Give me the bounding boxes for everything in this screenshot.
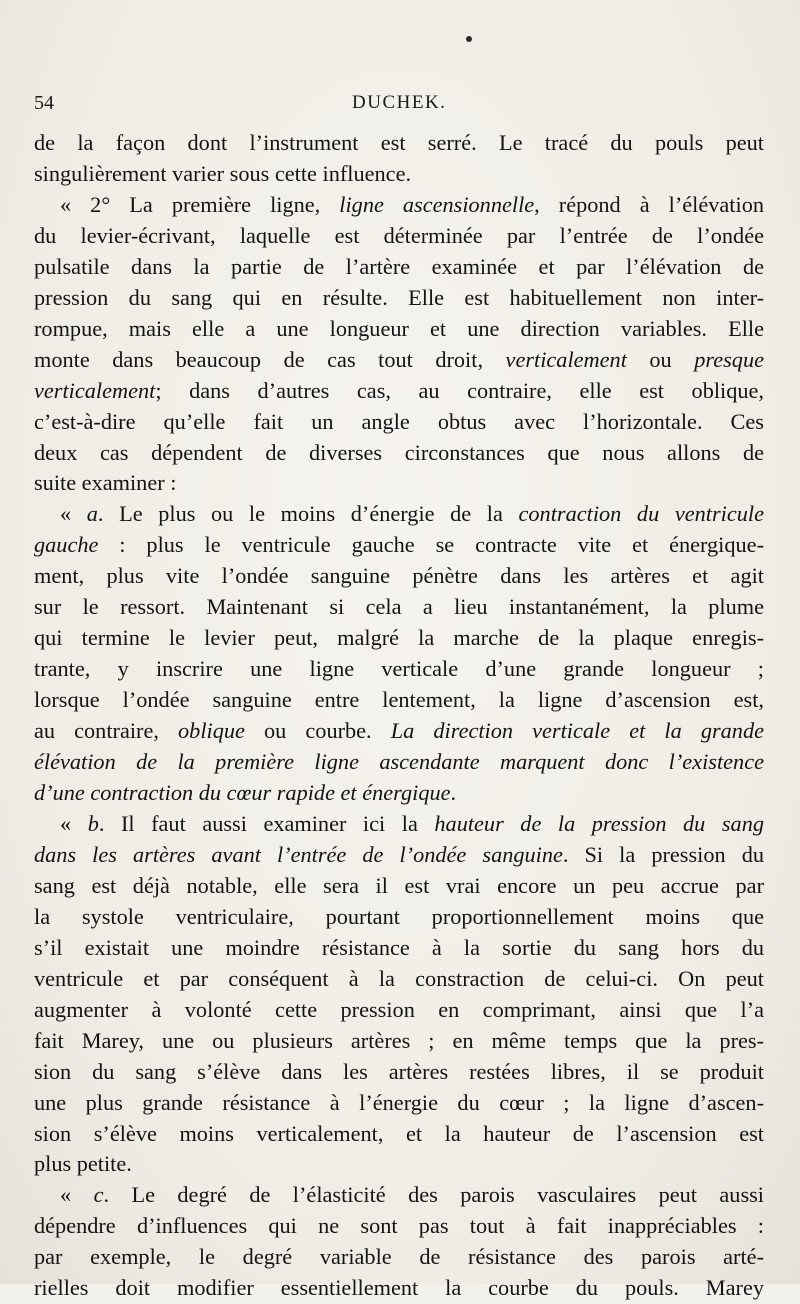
- italic-text-segment: presque: [694, 346, 764, 372]
- text-line: [34, 623, 764, 654]
- text-line: [34, 964, 764, 995]
- text-segment: c’est-à-dire qu’elle fait un angle obtus avec l’horizontale. Ces: [34, 408, 764, 434]
- text-line: [34, 592, 764, 623]
- text-segment: ; dans d’autres cas, au contraire, elle est oblique,: [155, 377, 764, 403]
- text-segment: singulièrement varier sous cette influence.: [34, 160, 412, 186]
- text-segment: «: [60, 1182, 94, 1208]
- text-segment: pression du sang qui en résulte. Elle est habituellement non inter-: [34, 284, 764, 310]
- text-line: [34, 314, 764, 345]
- text-line: [34, 840, 764, 871]
- text-segment: monte dans beaucoup de cas tout droit,: [34, 346, 506, 372]
- text-segment: de la façon dont l’instrument est serré. Le tracé du pouls peut: [34, 130, 764, 155]
- text-line: [34, 1273, 764, 1304]
- text-line: [34, 871, 764, 902]
- text-line: [34, 221, 764, 252]
- text-line: [34, 902, 764, 933]
- text-segment: augmenter à volonté cette pression en comprimant, ainsi que l’a: [34, 996, 764, 1022]
- text-line: [34, 1119, 764, 1150]
- italic-text-segment: hauteur de la pression du sang: [434, 810, 764, 836]
- text-line: [34, 190, 764, 221]
- text-line: [34, 778, 764, 809]
- text-segment: par exemple, le degré variable de résistance des parois arté-: [34, 1244, 764, 1270]
- text-segment: .: [450, 780, 457, 806]
- text-segment: s’il existait une moindre résistance à la sortie du sang hors du: [34, 934, 764, 960]
- text-line: [34, 1149, 764, 1180]
- text-segment: . Le degré de l’élasticité des parois vasculaires peut aussi: [103, 1182, 764, 1208]
- text-line: [34, 1242, 764, 1273]
- text-segment: qui termine le levier peut, malgré la marche de la plaque enregis-: [34, 625, 764, 651]
- text-segment: . Il faut aussi examiner ici la: [98, 810, 435, 836]
- text-segment: : plus le ventricule gauche se contracte vite et énergique-: [98, 532, 764, 558]
- text-segment: sang est déjà notable, elle sera il est vrai encore un peu accrue par: [34, 872, 764, 898]
- text-segment: ment, plus vite l’ondée sanguine pénètre dans les artères et agit: [34, 563, 764, 589]
- italic-text-segment: oblique: [178, 718, 245, 744]
- text-segment: . Le plus ou le moins d’énergie de la: [97, 501, 519, 527]
- text-line: [34, 1057, 764, 1088]
- text-segment: . Si la pression du: [562, 841, 765, 867]
- italic-text-segment: élévation de la première ligne ascendante marquent donc l’existence: [34, 749, 764, 775]
- text-line: [34, 1180, 764, 1211]
- text-segment: lorsque l’ondée sanguine entre lentement, la ligne d’ascension est,: [34, 687, 764, 713]
- text-segment: ventricule et par conséquent à la constraction de celui-ci. On peut: [34, 965, 764, 991]
- text-segment: «: [60, 501, 87, 527]
- italic-text-segment: a: [86, 501, 98, 527]
- text-line: [34, 995, 764, 1026]
- italic-text-segment: c: [93, 1182, 104, 1208]
- text-line: [34, 283, 764, 314]
- text-segment: la systole ventriculaire, pourtant proportionnellement moins que: [34, 903, 764, 929]
- text-line: [34, 716, 764, 747]
- text-line: [34, 128, 764, 159]
- text-segment: une plus grande résistance à l’énergie du cœur ; la ligne d’ascen-: [34, 1089, 764, 1115]
- italic-text-segment: gauche: [34, 532, 99, 558]
- text-segment: « 2° La première ligne,: [60, 191, 340, 217]
- italic-text-segment: La direction verticale et la grande: [390, 718, 764, 744]
- text-line: [34, 468, 764, 499]
- text-line: [34, 747, 764, 778]
- text-segment: suite examiner :: [34, 470, 177, 496]
- text-line: [34, 252, 764, 283]
- text-line: [34, 1211, 764, 1242]
- text-line: [34, 159, 764, 190]
- text-line: [34, 530, 764, 561]
- ink-speck: [466, 36, 472, 42]
- text-segment: , répond à l’élévation: [534, 191, 764, 217]
- text-segment: deux cas dépendent de diverses circonstances que nous allons de: [34, 439, 764, 465]
- text-line: [34, 499, 764, 530]
- italic-text-segment: b: [87, 810, 99, 836]
- text-line: [34, 809, 764, 840]
- italic-text-segment: verticalement: [34, 377, 156, 403]
- text-line: [34, 1026, 764, 1057]
- text-segment: fait Marey, une ou plusieurs artères ; en même temps que la pres-: [34, 1027, 764, 1053]
- running-head: DUCHEK.: [352, 92, 447, 113]
- text-segment: pulsatile dans la partie de l’artère examinée et par l’élévation de: [34, 253, 764, 279]
- text-segment: trante, y inscrire une ligne verticale d’une grande longueur ;: [34, 656, 764, 682]
- text-line: [34, 933, 764, 964]
- page-number: 54: [34, 92, 54, 114]
- text-segment: ou: [626, 346, 695, 372]
- text-line: [34, 345, 764, 376]
- text-line: [34, 376, 764, 407]
- text-segment: sion du sang s’élève dans les artères restées libres, il se produit: [34, 1058, 764, 1084]
- italic-text-segment: contraction du ventricule: [518, 501, 764, 527]
- text-line: [34, 1088, 764, 1119]
- body-text: [34, 128, 764, 1304]
- text-segment: plus petite.: [34, 1151, 132, 1177]
- italic-text-segment: d’une contraction du cœur rapide et énergique: [34, 780, 451, 806]
- text-segment: rompue, mais elle a une longueur et une direction variables. Elle: [34, 315, 764, 341]
- italic-text-segment: ligne ascensionnelle: [339, 191, 535, 217]
- page-header: [34, 92, 764, 122]
- text-segment: sion s’élève moins verticalement, et la hauteur de l’ascension est: [34, 1120, 764, 1146]
- text-segment: du levier-écrivant, laquelle est déterminée par l’entrée de l’ondée: [34, 222, 764, 248]
- text-segment: rielles doit modifier essentiellement la courbe du pouls. Marey: [34, 1275, 764, 1301]
- text-segment: ou courbe.: [244, 718, 391, 744]
- text-line: [34, 407, 764, 438]
- text-segment: au contraire,: [34, 718, 179, 744]
- text-line: [34, 561, 764, 592]
- italic-text-segment: dans les artères avant l’entrée de l’ondée sanguine: [34, 841, 563, 867]
- text-line: [34, 438, 764, 469]
- text-line: [34, 654, 764, 685]
- text-line: [34, 685, 764, 716]
- italic-text-segment: verticalement: [505, 346, 627, 372]
- text-segment: «: [60, 810, 88, 836]
- text-segment: dépendre d’influences qui ne sont pas tout à fait inappréciables :: [34, 1213, 764, 1239]
- text-segment: sur le ressort. Maintenant si cela a lieu instantanément, la plume: [34, 594, 764, 620]
